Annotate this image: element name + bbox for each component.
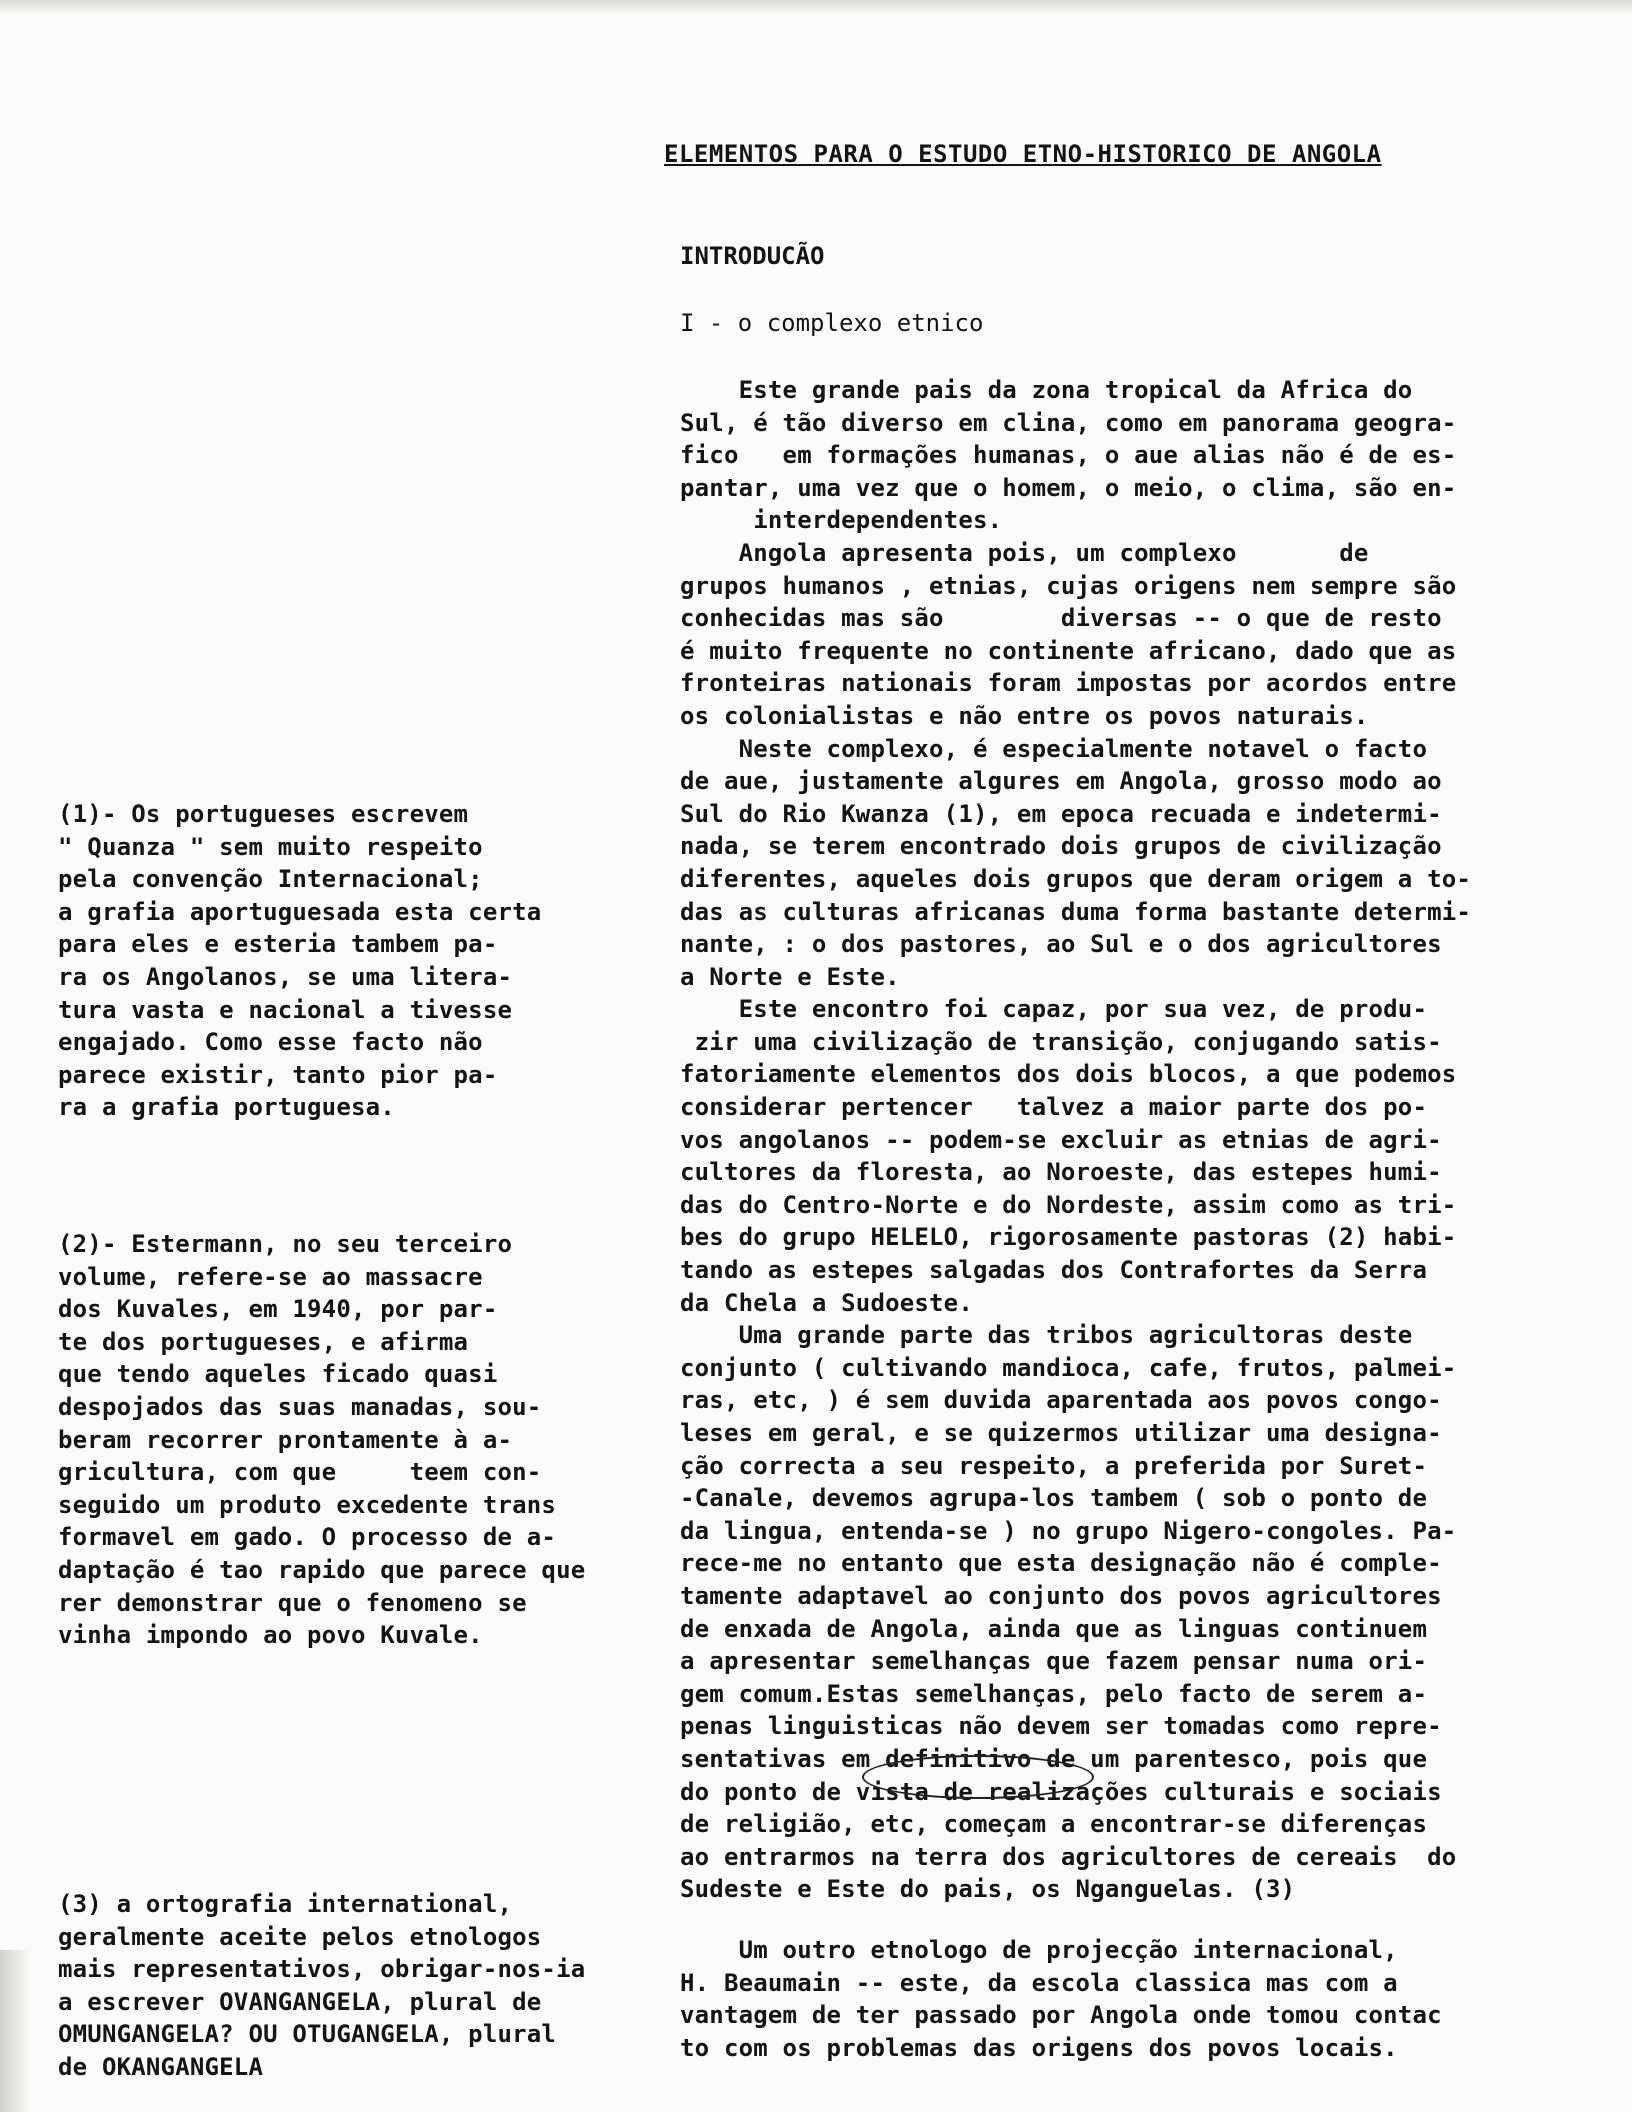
footnote-line: (3) a ortografia international, bbox=[58, 1890, 513, 1918]
footnote-line: engajado. Como esse facto não bbox=[58, 1028, 483, 1057]
footnote-line: " Quanza " sem muito respeito bbox=[58, 832, 483, 861]
footnote-line: pela convenção Internacional; bbox=[58, 865, 483, 894]
body-line: da Chela a Sudoeste. bbox=[680, 1288, 973, 1317]
footnote-line: dos Kuvales, em 1940, por par- bbox=[58, 1295, 498, 1324]
body-line: Este encontro foi capaz, por sua vez, de produ- bbox=[680, 995, 1428, 1024]
body-line: das do Centro-Norte e do Nordeste, assim como as tri- bbox=[680, 1190, 1457, 1219]
footnote-line: a grafia aportuguesada esta certa bbox=[58, 897, 542, 926]
body-line: conhecidas mas são diversas -- o que de resto bbox=[680, 604, 1442, 633]
body-line: tamente adaptavel ao conjunto dos povos agricultores bbox=[680, 1581, 1442, 1610]
footnote-1 bbox=[58, 798, 678, 1124]
body-line: Uma grande parte das tribos agricultoras deste bbox=[680, 1321, 1413, 1350]
section-heading: INTRODUCÃO bbox=[680, 242, 825, 270]
body-line: diferentes, aqueles dois grupos que deram origem a to- bbox=[680, 864, 1472, 893]
footnote-line: mais representativos, obrigar-nos-ia bbox=[58, 1955, 586, 1984]
body-line: ras, etc, ) é sem duvida aparentada aos povos congo- bbox=[680, 1386, 1442, 1415]
footnote-line: ra os Angolanos, se uma litera- bbox=[58, 962, 513, 991]
footnote-line: volume, refere-se ao massacre bbox=[58, 1262, 483, 1291]
body-line: zir uma civilização de transição, conjugando satis- bbox=[680, 1027, 1442, 1056]
body-line: considerar pertencer talvez a maior parte dos po- bbox=[680, 1093, 1428, 1122]
body-line: Sudeste e Este do pais, os Nganguelas. (3) bbox=[680, 1875, 1296, 1904]
body-line: gem comum.Estas semelhanças, pelo facto de serem a- bbox=[680, 1679, 1428, 1708]
main-text-column bbox=[680, 374, 1600, 2064]
footnote-3 bbox=[58, 1888, 678, 2084]
body-line: -Canale, devemos agrupa-los tambem ( sob o ponto de bbox=[680, 1484, 1428, 1513]
body-line: Sul do Rio Kwanza (1), em epoca recuada e indetermi- bbox=[680, 799, 1442, 828]
body-line: Neste complexo, é especialmente notavel o facto bbox=[680, 734, 1428, 763]
body-line: Angola apresenta pois, um complexo de bbox=[680, 538, 1369, 567]
body-line: interdependentes. bbox=[680, 506, 1003, 535]
footnote-line: geralmente aceite pelos etnologos bbox=[58, 1922, 542, 1951]
body-line: a apresentar semelhanças que fazem pensar numa ori- bbox=[680, 1647, 1428, 1676]
footnote-line: formavel em gado. O processo de a- bbox=[58, 1523, 557, 1552]
body-line: conjunto ( cultivando mandioca, cafe, frutos, palmei- bbox=[680, 1353, 1457, 1382]
footnote-line: de OKANGANGELA bbox=[58, 2052, 264, 2081]
handwritten-circle-mark bbox=[862, 1755, 1094, 1799]
body-line: leses em geral, e se quizermos utilizar uma designa- bbox=[680, 1419, 1442, 1447]
body-line: fico em formações humanas, o aue alias não é de es- bbox=[680, 441, 1457, 470]
footnote-line: (1)- Os portugueses escrevem bbox=[58, 800, 469, 828]
subsection-heading: I - o complexo etnico bbox=[680, 309, 984, 337]
document-title: ELEMENTOS PARA O ESTUDO ETNO-HISTORICO DE ANGOLA bbox=[664, 140, 1382, 168]
footnote-line: seguido um produto excedente trans bbox=[58, 1490, 557, 1519]
footnote-line: despojados das suas manadas, sou- bbox=[58, 1392, 542, 1421]
footnote-line: para eles e esteria tambem pa- bbox=[58, 930, 498, 959]
body-line: nada, se terem encontrado dois grupos de civilização bbox=[680, 832, 1442, 861]
body-line: fronteiras nationais foram impostas por acordos entre bbox=[680, 669, 1457, 698]
body-line: de aue, justamente algures em Angola, grosso modo ao bbox=[680, 767, 1442, 796]
body-line: ção correcta a seu respeito, a preferida por Suret- bbox=[680, 1451, 1428, 1480]
body-line: a Norte e Este. bbox=[680, 962, 900, 991]
footnote-line: (2)- Estermann, no seu terceiro bbox=[58, 1230, 513, 1258]
body-line: penas linguisticas não devem ser tomadas como repre- bbox=[680, 1712, 1442, 1741]
body-line: de enxada de Angola, ainda que as linguas continuem bbox=[680, 1614, 1428, 1643]
footnote-line: que tendo aqueles ficado quasi bbox=[58, 1360, 498, 1389]
footnote-line: te dos portugueses, e afirma bbox=[58, 1327, 469, 1356]
body-line: Sul, é tão diverso em clina, como em panorama geogra- bbox=[680, 408, 1457, 437]
body-line: bes do grupo HELELO, rigorosamente pastoras (2) habi- bbox=[680, 1223, 1457, 1252]
closing-line: Um outro etnologo de projecção internacional, bbox=[680, 1935, 1398, 1964]
footnote-line: ra a grafia portuguesa. bbox=[58, 1093, 395, 1122]
body-line: ao entrarmos na terra dos agricultores de cereais do bbox=[680, 1842, 1457, 1871]
footnote-line: daptação é tao rapido que parece que bbox=[58, 1555, 586, 1584]
body-line: vos angolanos -- podem-se excluir as etnias de agri- bbox=[680, 1125, 1442, 1154]
footnote-line: rer demonstrar que o fenomeno se bbox=[58, 1588, 527, 1617]
body-line: nante, : o dos pastores, ao Sul e o dos agricultores bbox=[680, 930, 1442, 959]
body-line: é muito frequente no continente africano, dado que as bbox=[680, 636, 1457, 665]
body-line: tando as estepes salgadas dos Contrafortes da Serra bbox=[680, 1256, 1428, 1285]
footnote-line: beram recorrer prontamente à a- bbox=[58, 1425, 513, 1454]
body-line: rece-me no entanto que esta designação não é comple- bbox=[680, 1549, 1442, 1578]
scan-edge-top bbox=[0, 0, 1632, 14]
footnote-line: a escrever OVANGANGELA, plural de bbox=[58, 1987, 542, 2016]
closing-line: H. Beaumain -- este, da escola classica mas com a bbox=[680, 1968, 1398, 1997]
body-line: fatoriamente elementos dos dois blocos, a que podemos bbox=[680, 1060, 1457, 1089]
footnote-line: parece existir, tanto pior pa- bbox=[58, 1060, 498, 1089]
footnote-line: OMUNGANGELA? OU OTUGANGELA, plural bbox=[58, 2020, 557, 2049]
body-line: os colonialistas e não entre os povos naturais. bbox=[680, 701, 1369, 730]
body-line: do ponto de vista de realizações culturais e sociais bbox=[680, 1777, 1442, 1806]
closing-line: to com os problemas das origens dos povos locais. bbox=[680, 2033, 1398, 2062]
body-line: das as culturas africanas duma forma bastante determi- bbox=[680, 897, 1472, 926]
footnote-line: vinha impondo ao povo Kuvale. bbox=[58, 1621, 483, 1650]
scan-edge-left bbox=[0, 1950, 30, 2112]
closing-line: vantagem de ter passado por Angola onde tomou contac bbox=[680, 2001, 1442, 2030]
footnote-2 bbox=[58, 1228, 678, 1652]
body-line: pantar, uma vez que o homem, o meio, o clima, são en- bbox=[680, 473, 1457, 502]
body-line: de religião, etc, começam a encontrar-se diferenças bbox=[680, 1810, 1428, 1839]
body-line: cultores da floresta, ao Noroeste, das estepes humi- bbox=[680, 1158, 1442, 1187]
footnote-line: gricultura, com que teem con- bbox=[58, 1458, 542, 1487]
footnote-line: tura vasta e nacional a tivesse bbox=[58, 995, 513, 1024]
body-line: Este grande pais da zona tropical da Africa do bbox=[680, 376, 1413, 404]
body-line: grupos humanos , etnias, cujas origens nem sempre são bbox=[680, 571, 1457, 600]
body-line: sentativas em definitivo de um parentesco, pois que bbox=[680, 1744, 1428, 1773]
body-line: da lingua, entenda-se ) no grupo Nigero-congoles. Pa- bbox=[680, 1516, 1457, 1545]
